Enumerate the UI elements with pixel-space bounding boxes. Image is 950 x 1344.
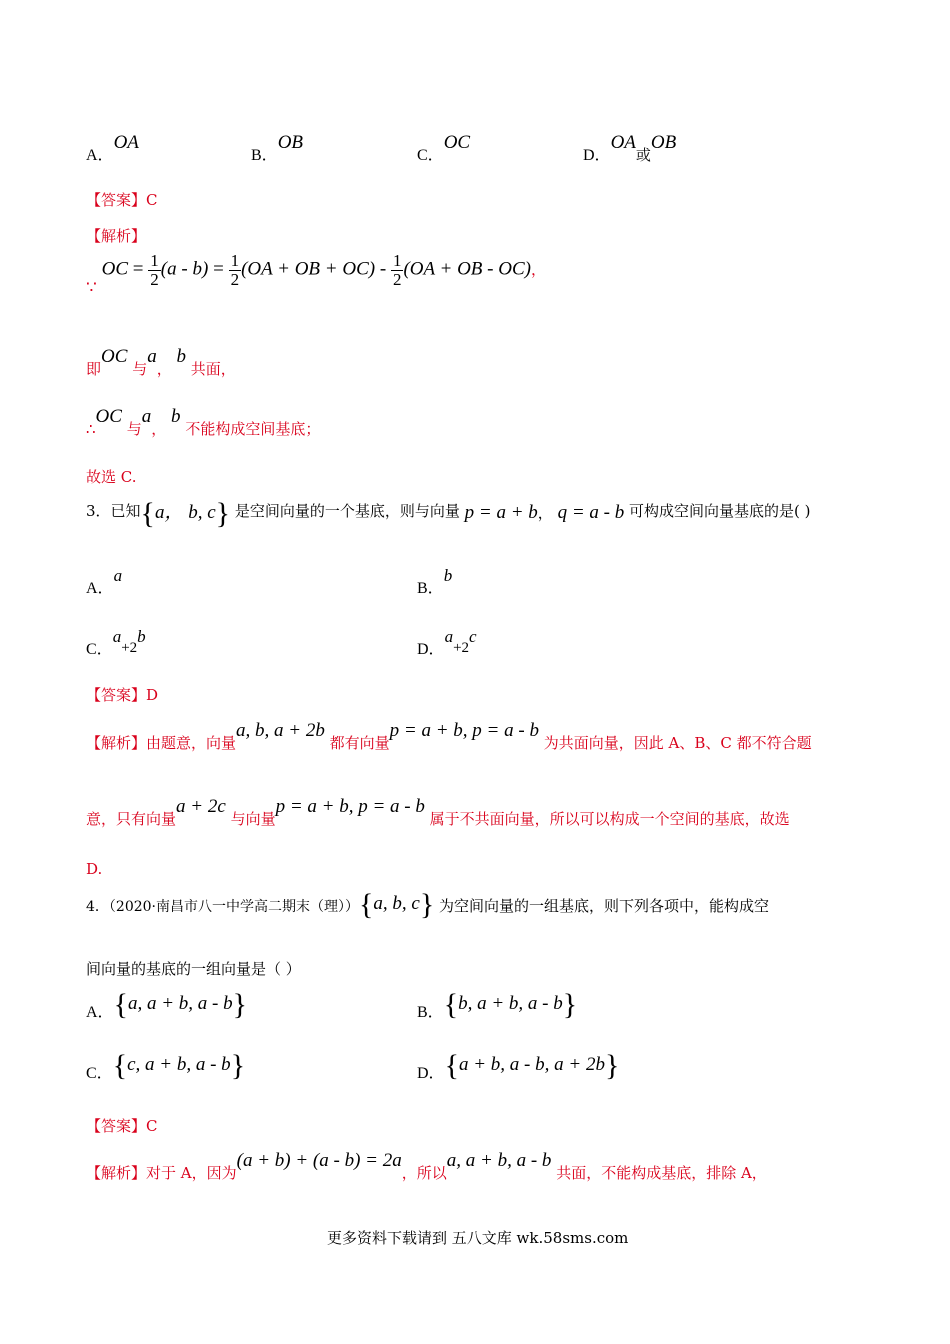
q4-stem-line2: 间向量的基底的一组向量是（ ） (86, 960, 301, 978)
line-suffix: 不能构成空间基底； (185, 420, 321, 438)
option-content: +2 (453, 640, 470, 656)
vec-a: a (147, 346, 157, 367)
q2-option-a (86, 130, 139, 164)
q4-suffix: 为空间向量的一组基底，则下列各项中，能构成空 (439, 897, 770, 915)
analysis-title: 【解析】 (86, 734, 147, 752)
option-conjunction: 或 (635, 146, 651, 164)
q3-analysis-line1 (86, 720, 812, 752)
left-brace: { (113, 988, 128, 1021)
frac-num: 1 (230, 251, 240, 270)
analysis-math: (a + b) + (a - b) = 2a (236, 1150, 402, 1171)
eq-term2: (OA + OB + OC) - (241, 258, 387, 280)
analysis-text: 意，只有向量 (86, 810, 177, 828)
line-prefix: 即 (86, 360, 102, 378)
option-content: c (469, 627, 477, 646)
analysis-math: p = a + b, p = a - b (389, 720, 539, 741)
q3-suffix: 可构成空间向量基底的是( ) (629, 502, 811, 520)
right-brace: } (604, 1049, 620, 1082)
option-content: a (444, 627, 454, 646)
q2-option-d (583, 130, 677, 164)
frac-num: 1 (150, 251, 159, 270)
q2-line3 (86, 406, 321, 438)
q3-q: q = a - b (557, 502, 625, 523)
frac-den: 2 (392, 270, 402, 289)
option-label: A． (86, 147, 114, 164)
option-label: A． (86, 580, 114, 597)
q4-analysis-line1 (86, 1150, 767, 1182)
right-brace: } (215, 497, 231, 530)
q2-line2 (86, 346, 236, 378)
frac-num: 1 (392, 251, 402, 270)
analysis-math: a, b, a + 2b (236, 720, 325, 741)
left-brace: { (443, 988, 459, 1021)
q2-answer: 【答案】C (86, 191, 158, 209)
left-brace: { (140, 497, 155, 530)
vec-oc: OC (95, 406, 122, 427)
option-content: a + b, a - b, a + 2b (458, 1054, 605, 1075)
eq-tail: ， (530, 260, 546, 279)
q3-p: p = a + b (464, 502, 538, 523)
option-content: c, a + b, a - b (127, 1054, 231, 1075)
option-label: B． (417, 580, 444, 597)
q4-set: a, b, c (373, 893, 420, 914)
q2-analysis-title: 【解析】 (86, 227, 147, 245)
option-label: D． (417, 641, 445, 658)
option-content: OC (443, 132, 471, 153)
line-with: 与 (132, 360, 148, 378)
analysis-text: 为共面向量，因此 A、B、C 都不符合题 (543, 734, 812, 752)
option-content: a (113, 566, 123, 585)
option-content: a, a + b, a - b (127, 993, 233, 1014)
fraction-half (391, 252, 404, 289)
frac-den: 2 (230, 270, 240, 289)
q4-stem (86, 888, 769, 922)
option-content: b, a + b, a - b (458, 993, 563, 1014)
analysis-math: p = a + b, p = a - b (275, 796, 425, 817)
analysis-text: 都有向量 (329, 734, 390, 752)
vec-b: b (171, 406, 181, 427)
q3-stem (86, 497, 811, 531)
option-label: D． (583, 147, 611, 164)
q2-equation (86, 251, 546, 298)
vec-b: b (176, 346, 187, 367)
option-label: C． (86, 1065, 113, 1082)
q2-line4: 故选 C. (86, 468, 137, 486)
q3-sep: ， (537, 504, 553, 522)
eq-lhs: OC (101, 258, 129, 280)
option-content: b (443, 566, 453, 585)
line-comma: ， (156, 360, 172, 378)
analysis-text: 由题意，向量 (146, 734, 237, 752)
q2-option-c (417, 130, 471, 164)
analysis-text: ，所以 (401, 1164, 447, 1182)
option-label: C． (86, 641, 113, 658)
q4-option-d (417, 1049, 619, 1083)
option-label: A． (86, 1004, 114, 1021)
analysis-text: 对于 A，因为 (146, 1164, 237, 1182)
line-suffix: 共面， (190, 360, 236, 378)
analysis-math: a + 2c (176, 796, 226, 817)
fraction-half (229, 252, 242, 289)
q3-mid: 是空间向量的一个基底，则与向量 (234, 502, 460, 520)
page-footer: 更多资料下载请到 五八文库 wk.58sms.com (327, 1229, 629, 1247)
q3-set: a， b, c (154, 502, 216, 523)
fraction-half (148, 252, 161, 289)
option-content: b (137, 627, 146, 646)
option-content: OA (610, 132, 636, 153)
option-content: +2 (121, 640, 138, 656)
analysis-text: 共面，不能构成基底，排除 A， (556, 1164, 767, 1182)
option-content: OB (277, 132, 304, 153)
q3-option-b (417, 563, 453, 597)
q3-option-c (86, 624, 146, 658)
q4-option-c (86, 1049, 245, 1083)
option-label: B． (251, 147, 278, 164)
option-content: OA (113, 132, 139, 153)
line-with: 与 (126, 420, 142, 438)
line-prefix: ∴ (86, 420, 96, 438)
eq-sign: = (132, 258, 144, 280)
left-brace: { (444, 1049, 459, 1082)
option-label: C． (417, 147, 444, 164)
q4-option-a (86, 988, 247, 1022)
option-label: D． (417, 1065, 445, 1082)
right-brace: } (419, 888, 435, 921)
vec-a: a (141, 406, 152, 427)
analysis-math: a, a + b, a - b (446, 1150, 552, 1171)
option-content: a (112, 627, 122, 646)
q3-analysis-line3: D. (86, 860, 103, 878)
option-content: OB (650, 132, 677, 153)
frac-den: 2 (150, 270, 159, 289)
vec-oc: OC (101, 346, 128, 367)
q4-option-b (417, 988, 577, 1022)
q4-answer: 【答案】C (86, 1117, 158, 1135)
q2-option-b (251, 130, 304, 164)
q4-prefix: 4．（2020·南昌市八一中学高二期末（理）） (86, 899, 359, 915)
option-label: B． (417, 1004, 444, 1021)
q3-option-d (417, 624, 477, 658)
eq-sign: = (213, 258, 224, 280)
q3-prefix: 3．已知 (86, 502, 141, 520)
eq-term1: (a - b) (160, 258, 209, 280)
line-comma: ， (151, 420, 167, 438)
right-brace: } (230, 1049, 246, 1082)
eq-term3: (OA + OB - OC) (403, 258, 531, 280)
q3-analysis-line2 (86, 796, 790, 828)
left-brace: { (359, 888, 374, 921)
q3-answer: 【答案】D (86, 686, 159, 704)
left-brace: { (112, 1049, 128, 1082)
analysis-text: 属于不共面向量，所以可以构成一个空间的基底，故选 (429, 810, 790, 828)
right-brace: } (232, 988, 248, 1021)
q3-option-a (86, 563, 123, 597)
right-brace: } (562, 988, 578, 1021)
because-symbol: ∵ (86, 277, 97, 298)
analysis-text: 与向量 (230, 810, 276, 828)
analysis-title: 【解析】 (86, 1164, 147, 1182)
